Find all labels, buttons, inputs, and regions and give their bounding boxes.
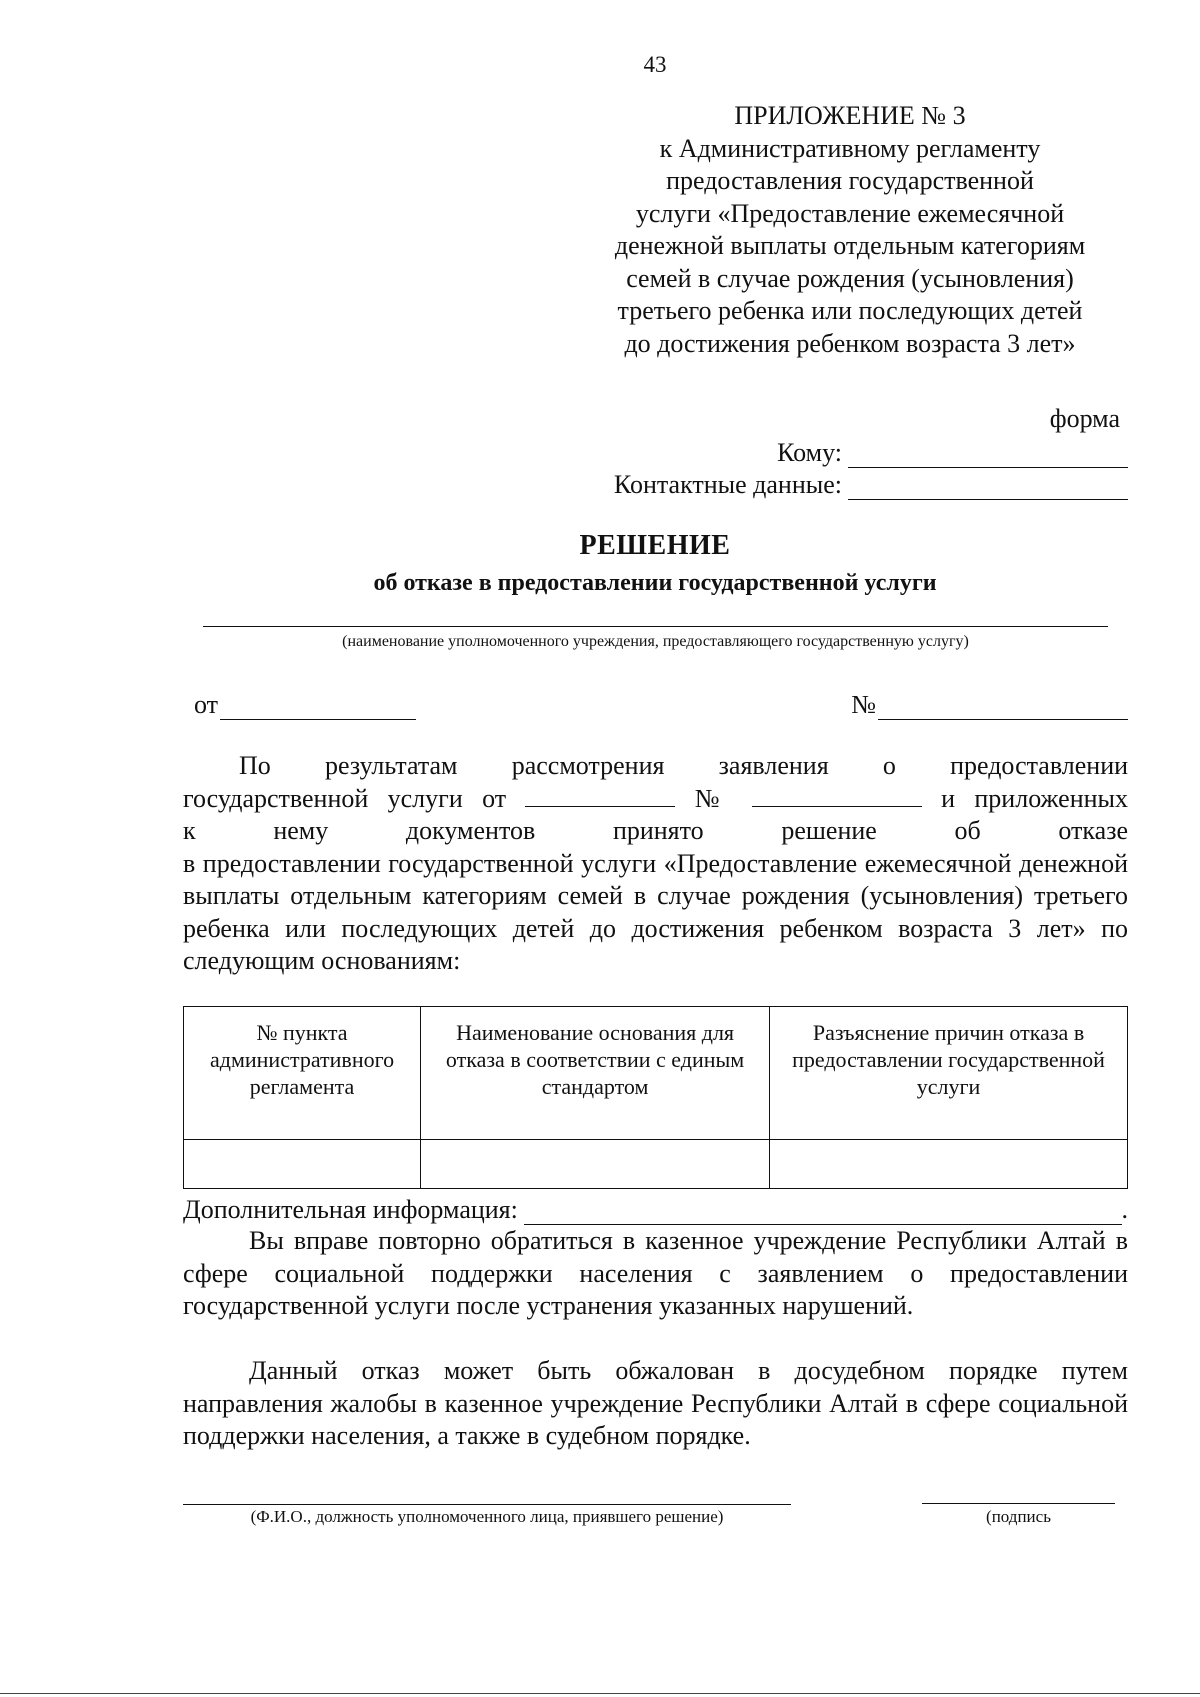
table-row (184, 1140, 1128, 1189)
signature-line (922, 1503, 1115, 1504)
contacts-blank (848, 475, 1128, 500)
body-word: принято (612, 816, 704, 845)
table-cell (770, 1140, 1128, 1189)
header-text: Наименование основания для отказа в соответствии с единым стандартом (445, 1020, 745, 1099)
annex-subtitle-line: к Административному регламенту (659, 133, 1041, 163)
decision-subtitle: об отказе в предоставлении государственной услуги (373, 570, 937, 596)
body-line (183, 815, 1128, 848)
body-text: и приложенных (941, 783, 1129, 813)
additional-info-blank (524, 1200, 1122, 1225)
official-name-line (183, 1504, 791, 1505)
body-text: государственной услуги от (183, 783, 507, 813)
body-word: заявления (718, 751, 829, 780)
annex-header (590, 100, 1110, 360)
page-bottom-rule (0, 1693, 1200, 1694)
body-word: о (882, 751, 896, 780)
recipient-blank (848, 443, 1128, 468)
signature-caption: (подпись (986, 1507, 1051, 1526)
body-word: рассмотрения (511, 751, 665, 780)
recipient-field (777, 438, 1128, 468)
decision-title: РЕШЕНИЕ (579, 530, 731, 561)
table-cell (184, 1140, 421, 1189)
body-word: отказе (1058, 816, 1128, 845)
additional-info-label: Дополнительная информация: (183, 1195, 518, 1224)
table-header-cell (421, 1007, 770, 1140)
annex-subtitle-line: предоставления государственной (666, 166, 1034, 195)
header-text: Разъяснение причин отказа в предоставлении государственной услуги (792, 1020, 1105, 1099)
org-caption: (наименование уполномоченного учреждения, предоставляющего государственную услугу) (342, 633, 969, 650)
application-number-blank (752, 784, 922, 807)
annex-subtitle-line: до достижения ребенком возраста 3 лет» (624, 328, 1076, 358)
page-number: 43 (643, 52, 667, 77)
number-blank (878, 695, 1128, 720)
application-date-blank (525, 784, 675, 807)
body-word: решение (781, 816, 877, 845)
header-text: № пункта административного регламента (210, 1020, 395, 1099)
contacts-field (614, 470, 1128, 500)
appeal-paragraph: Данный отказ может быть обжалован в досудебном порядке путем направления жалобы в казенное учреждение Республики Алтай в сфере социальной поддержки населения, а также в судебном порядке. (183, 1356, 1128, 1450)
body-word: об (954, 816, 981, 845)
table-header-row (184, 1007, 1128, 1140)
table-header-cell (184, 1007, 421, 1140)
additional-info-end: . (1121, 1195, 1128, 1224)
body-word: нему (273, 816, 329, 845)
body-line (183, 783, 1128, 816)
body-text: № (694, 783, 733, 813)
form-label: форма (1049, 404, 1120, 433)
body-word: документов (405, 816, 536, 845)
annex-subtitle-line: услуги «Предоставление ежемесячной (635, 198, 1065, 228)
annex-subtitle-line: денежной выплаты отдельным категориям (614, 231, 1086, 260)
contacts-label: Контактные данные: (613, 470, 842, 499)
reapply-paragraph: Вы вправе повторно обратиться в казенное учреждение Республики Алтай в сфере социальной поддержки населения с заявлением о предоставлении государственной услуги после устранения указанных нарушений. (183, 1226, 1128, 1320)
official-name-caption: (Ф.И.О., должность уполномоченного лица, приявшего решение) (250, 1507, 724, 1526)
table-cell (421, 1140, 770, 1189)
body-word: результатам (324, 751, 458, 780)
refusal-basis-table (183, 1006, 1128, 1189)
body-word: предоставлении (950, 751, 1129, 780)
body-word: По (239, 751, 271, 780)
annex-subtitle-line: третьего ребенка или последующих детей (617, 296, 1083, 325)
org-name-line (203, 626, 1108, 627)
table-header-cell (770, 1007, 1128, 1140)
number-field (851, 690, 1128, 720)
annex-subtitle-line: семей в случае рождения (усыновления) (626, 263, 1074, 293)
date-blank (220, 695, 416, 720)
date-field (194, 690, 416, 720)
additional-info-field (183, 1195, 1128, 1225)
date-label: от (194, 690, 219, 719)
annex-title: ПРИЛОЖЕНИЕ № 3 (734, 101, 966, 130)
number-label: № (851, 690, 876, 719)
body-rest: в предоставлении государственной услуги «Предоставление ежемесячной денежной выплаты отдельным категориям семей в случае рождения (усыновления) третьего ребенка или последующих детей до достижения ребенком возраста 3 лет» по следующим основаниям: (183, 848, 1128, 975)
recipient-label: Кому: (777, 438, 842, 467)
decision-body (183, 750, 1128, 978)
body-line (183, 750, 1128, 783)
body-word: к (183, 816, 196, 845)
